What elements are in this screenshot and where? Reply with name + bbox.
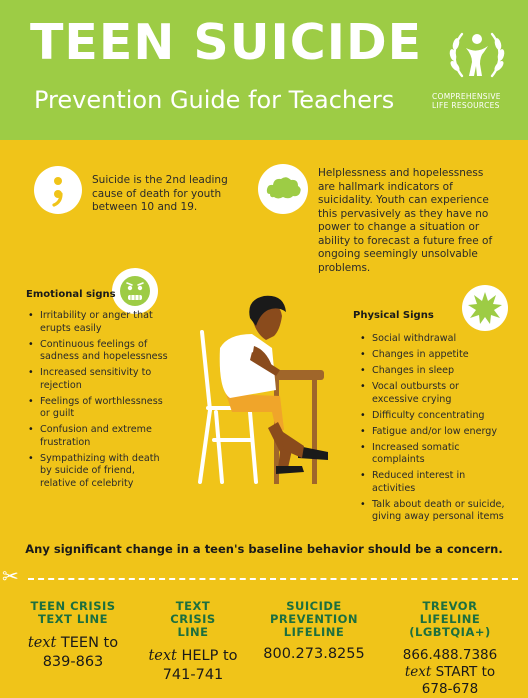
person-laurel-icon xyxy=(446,24,508,86)
list-item: • Sympathizing with death by suicide of friend, relative of celebrity xyxy=(28,453,168,491)
list-item: • Reduced interest in activities xyxy=(360,470,508,495)
hotline-name: TEEN CRISIS TEXT LINE xyxy=(30,599,116,626)
emotional-signs-list xyxy=(28,310,168,494)
scissors-icon: ✂ xyxy=(2,564,19,588)
hotline-teen-crisis xyxy=(18,600,128,672)
cut-line-divider xyxy=(28,578,518,580)
hotline-suicide-prevention xyxy=(258,600,370,664)
sad-student-illustration xyxy=(180,290,350,490)
list-item: • Fatigue and/or low energy xyxy=(360,426,508,439)
helplessness-text: Helplessness and hopelessness are hallmark indicators of suicidality. Youth can experience this pervasively as they have no power to change a situation or ability to forecast a future free of ongoing seemingly unsolvable problems. xyxy=(318,167,493,274)
hotline-name: TREVOR LIFELINE (LGBTQIA+) xyxy=(409,599,491,639)
physical-signs-heading: Physical Signs xyxy=(353,310,434,321)
cloud-icon xyxy=(258,164,308,214)
list-item: • Increased sensitivity to rejection xyxy=(28,367,168,392)
list-item: • Confusion and extreme frustration xyxy=(28,424,168,449)
emotional-signs-heading: Emotional signs xyxy=(26,289,116,300)
list-item: • Increased somatic complaints xyxy=(360,442,508,467)
hotline-name: SUICIDE PREVENTION LIFELINE xyxy=(269,599,359,639)
org-name: COMPREHENSIVE LIFE RESOURCES xyxy=(432,92,501,110)
concern-statement: Any significant change in a teen's baseline behavior should be a concern. xyxy=(25,542,503,556)
header-banner xyxy=(0,0,528,140)
worried-face-icon xyxy=(112,268,158,314)
burst-icon xyxy=(462,285,508,331)
hotline-instructions: text TEEN to 839-863 xyxy=(27,635,119,670)
hotline-instructions: 866.488.7386 text START to 678-678 xyxy=(402,647,498,697)
page-title: TEEN SUICIDE xyxy=(30,14,423,71)
hotline-number: 800.273.8255 xyxy=(263,646,365,662)
list-item: • Difficulty concentrating xyxy=(360,410,508,423)
list-item: • Feelings of worthlessness or guilt xyxy=(28,396,168,421)
semicolon-icon xyxy=(34,166,82,214)
list-item: • Changes in sleep xyxy=(360,365,508,378)
hotline-name: TEXT CRISIS LINE xyxy=(170,599,216,639)
physical-signs-list xyxy=(360,333,508,527)
list-item: • Talk about death or suicide, giving away personal items xyxy=(360,499,508,524)
list-item: • Changes in appetite xyxy=(360,349,508,362)
list-item: • Continuous feelings of sadness and hopelessness xyxy=(28,339,168,364)
hotline-trevor xyxy=(380,600,520,698)
page-subtitle: Prevention Guide for Teachers xyxy=(34,86,395,114)
list-item: • Irritability or anger that erupts easily xyxy=(28,310,168,335)
hotline-instructions: text HELP to 741-741 xyxy=(148,648,238,683)
list-item: • Social withdrawal xyxy=(360,333,508,346)
list-item: • Vocal outbursts or excessive crying xyxy=(360,381,508,406)
hotline-text-crisis xyxy=(138,600,248,685)
suicide-stat-text: Suicide is the 2nd leading cause of death for youth between 10 and 19. xyxy=(92,174,228,213)
